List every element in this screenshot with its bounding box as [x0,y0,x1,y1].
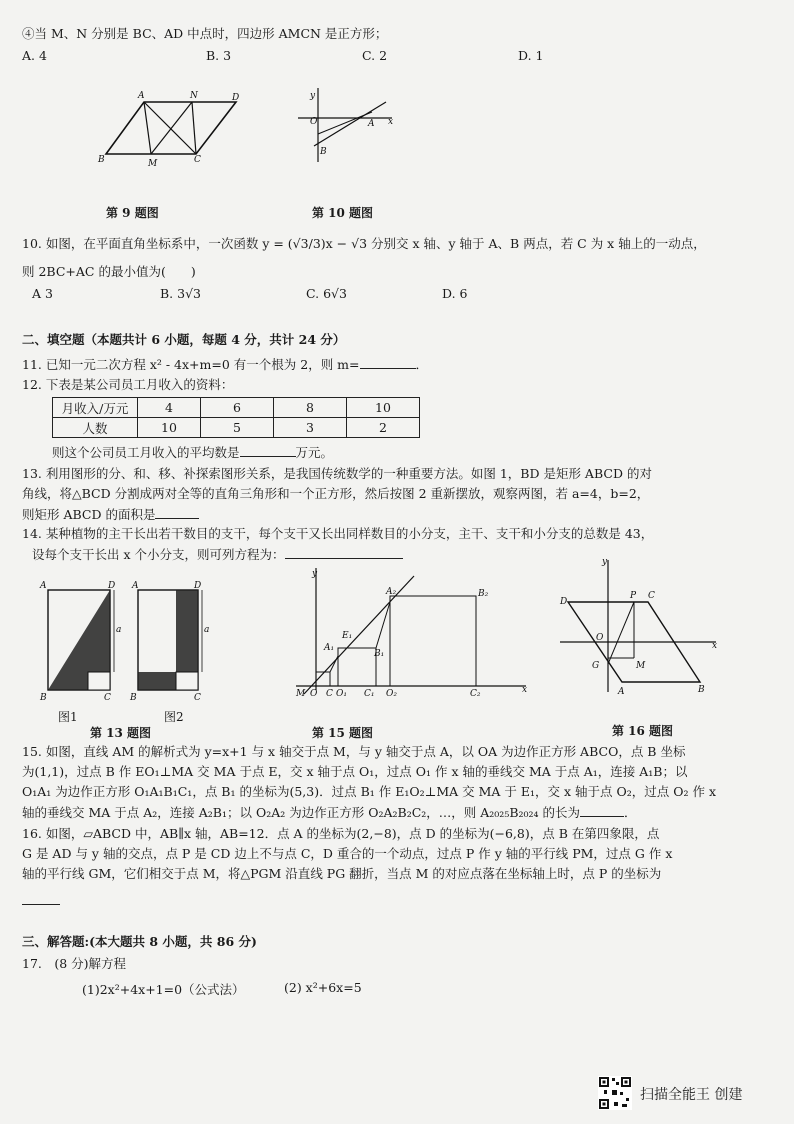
q9-option-d: D. 1 [518,48,544,63]
q13-line3 [22,506,199,523]
table-row [53,398,420,418]
q12-income-table [52,397,420,438]
figure-10-graph [296,84,396,164]
svg-text:A: A [40,581,47,591]
q16-answer-blank [22,892,60,905]
svg-text:O: O [596,633,604,643]
table-cell: 人数 [53,418,138,438]
svg-text:D: D [560,597,568,607]
svg-text:D: D [232,93,240,103]
q17-part1: (1)2x²+4x+1=0（公式法） [82,982,245,997]
table-cell: 4 [138,398,201,418]
q13-line3-text: 则矩形 ABCD 的面积是 [22,507,156,522]
section-2-heading: 二、填空题（本题共计 6 小题，每题 4 分，共计 24 分） [22,332,346,347]
svg-text:C: C [194,693,201,703]
svg-text:y: y [310,91,316,101]
svg-text:B: B [698,685,705,695]
q16-line3: 轴的平行线 GM，它们相交于点 M，将△PGM 沿直线 PG 翻折，当点 M 的对应点落在坐标轴上时，点 P 的坐标为 [22,866,662,881]
q14-answer-blank [285,546,403,559]
q15-answer-blank [580,804,624,817]
q12-unit: 万元。 [295,445,334,460]
table-cell: 6 [201,398,274,418]
q10-option-a: A 3 [32,286,53,301]
svg-text:B: B [40,693,47,703]
svg-text:B₁: B₁ [374,649,385,659]
q13-answer-blank [155,506,199,519]
svg-text:y: y [312,569,318,579]
q14-line2-text: 设每个支干长出 x 个小分支，则可列方程为： [32,547,285,562]
svg-text:C₁: C₁ [364,689,375,699]
svg-text:N: N [190,91,198,101]
q15-line1: 15. 如图，直线 AM 的解析式为 y=x+1 与 x 轴交于点 M，与 y 轴交于点 A，以 OA 为边作正方形 ABCO，点 B 坐标 [22,744,686,759]
svg-text:C: C [194,155,201,165]
figure-9-parallelogram [96,88,256,178]
table-cell: 3 [274,418,347,438]
caption-figure-13-2: 图2 [164,710,184,724]
caption-figure-10: 第 10 题图 [312,206,374,220]
caption-figure-9: 第 9 题图 [106,206,159,220]
q10-option-c: C. 6√3 [306,286,347,301]
q15-line4-text: 轴的垂线交 MA 于点 A₂，连接 A₂B₁；以 O₂A₂ 为边作正方形 O₂A₂B₂C₂，…，则 A₂₀₂₅B₂₀₂₄ 的长为 [22,805,581,820]
svg-text:B: B [98,155,105,165]
svg-text:M: M [148,159,158,169]
svg-text:M: M [636,661,646,671]
caption-figure-13-1: 图1 [58,710,78,724]
figure-15-squares [292,566,532,699]
svg-text:A: A [132,581,139,591]
q10-option-b: B. 3√3 [160,286,202,301]
q9-option-b: B. 3 [206,48,232,63]
q11-text: 11. 已知一元二次方程 x² - 4x+m=0 有一个根为 2，则 m= ． [22,357,429,372]
q16-line2: G 是 AD 与 y 轴的交点，点 P 是 CD 边上不与点 C，D 重合的一个动点，过点 P 作 y 轴的平行线 PM，过点 G 作 x [22,846,673,861]
table-cell: 10 [347,398,420,418]
svg-text:C: C [648,591,655,601]
figure-16-parallelogram [556,556,726,696]
svg-text:D: D [194,581,202,591]
svg-text:O: O [310,117,318,127]
svg-text:C: C [104,693,111,703]
figure-13-rectangles [38,580,218,710]
svg-text:B: B [320,147,327,157]
svg-text:O₂: O₂ [386,689,397,699]
svg-text:A: A [368,119,375,129]
q9-option-a: A. 4 [22,48,47,63]
svg-text:M: M [296,689,306,699]
svg-text:A: A [138,91,145,101]
caption-figure-13: 第 13 题图 [90,726,152,740]
q15-line4: 轴的垂线交 MA 于点 A₂，连接 A₂B₁；以 O₂A₂ 为边作正方形 O₂A₂B₂C₂，…，则 A₂₀₂₅B₂₀₂₄ 的长为 ． [22,805,637,820]
table-row [53,418,420,438]
svg-text:A₂: A₂ [386,587,397,597]
q12-answer-blank [240,444,296,457]
q9-item4: ④当 M、N 分别是 BC、AD 中点时，四边形 AMCN 是正方形； [22,26,388,41]
svg-text:D: D [108,581,116,591]
svg-text:O₁: O₁ [336,689,347,699]
scanner-watermark: 扫描全能王 创建 [640,1087,743,1103]
q10-line2: 则 2BC+AC 的最小值为( ) [22,264,196,279]
table-cell: 8 [274,398,347,418]
svg-text:a: a [116,625,122,635]
table-cell: 5 [201,418,274,438]
section-3-heading: 三、解答题:(本大题共 8 小题，共 86 分) [22,934,257,949]
svg-text:G: G [592,661,600,671]
svg-text:B₂: B₂ [478,589,489,599]
q14-line1: 14. 某种植物的主干长出若干数目的支干，每个支干又长出同样数目的小分支，主干、支干和小分支的总数是 43， [22,526,654,541]
table-cell: 2 [347,418,420,438]
q15-line3: O₁A₁ 为边作正方形 O₁A₁B₁C₁，点 B₁ 的坐标为(5,3)．过点 B₁ 作 E₁O₂⊥MA 交 MA 于 E₁，交 x 轴于点 O₂，过点 O₂ 作 x [22,784,716,799]
svg-text:O: O [310,689,318,699]
svg-text:C₂: C₂ [470,689,481,699]
svg-text:P: P [630,591,637,601]
svg-text:A: A [618,687,625,697]
svg-text:y: y [602,557,608,567]
q12-after [52,444,333,461]
svg-text:A₁: A₁ [324,643,335,653]
svg-text:C: C [326,689,333,699]
q10-line1: 10. 如图，在平面直角坐标系中，一次函数 y = (√3/3)x − √3 分别交 x 轴、y 轴于 A、B 两点，若 C 为 x 轴上的一动点， [22,236,706,251]
svg-text:x: x [712,641,718,651]
q17-part2: (2) x²+6x=5 [284,980,362,995]
q14-line2 [32,546,403,563]
table-cell: 10 [138,418,201,438]
q13-line1: 13. 利用图形的分、和、移、补探索图形关系，是我国传统数学的一种重要方法。如图 1，BD 是矩形 ABCD 的对 [22,466,652,481]
svg-text:E₁: E₁ [342,631,353,641]
q11-answer-blank [360,356,416,369]
qr-code-icon [598,1076,632,1110]
q11-stem: 11. 已知一元二次方程 x² - 4x+m=0 有一个根为 2，则 m= [22,357,360,372]
caption-figure-15: 第 15 题图 [312,726,374,740]
q15-line2: 为(1,1)，过点 B 作 EO₁⊥MA 交 MA 于点 E，交 x 轴于点 O₁，过点 O₁ 作 x 轴的垂线交 MA 于点 A₁，连接 A₁B；以 [22,764,688,779]
table-cell: 月收入/万元 [53,398,138,418]
svg-text:a: a [204,625,210,635]
q12-text: 12. 下表是某公司员工月收入的资料： [22,377,234,392]
svg-text:x: x [388,117,394,127]
q9-option-c: C. 2 [362,48,388,63]
svg-text:B: B [130,693,137,703]
q12-after-text: 则这个公司员工月收入的平均数是 [52,445,240,460]
q17-title: 17. (8 分)解方程 [22,956,127,971]
svg-text:x: x [522,685,528,695]
caption-figure-16: 第 16 题图 [612,724,674,738]
q13-line2: 角线，将△BCD 分割成两对全等的直角三角形和一个正方形，然后按图 2 重新摆放，观察两图，若 a=4，b=2， [22,486,650,501]
q16-line1: 16. 如图，▱ABCD 中，AB∥x 轴，AB=12．点 A 的坐标为(2,−8)，点 D 的坐标为(−6,8)，点 B 在第四象限，点 [22,826,660,841]
q10-option-d: D. 6 [442,286,468,301]
